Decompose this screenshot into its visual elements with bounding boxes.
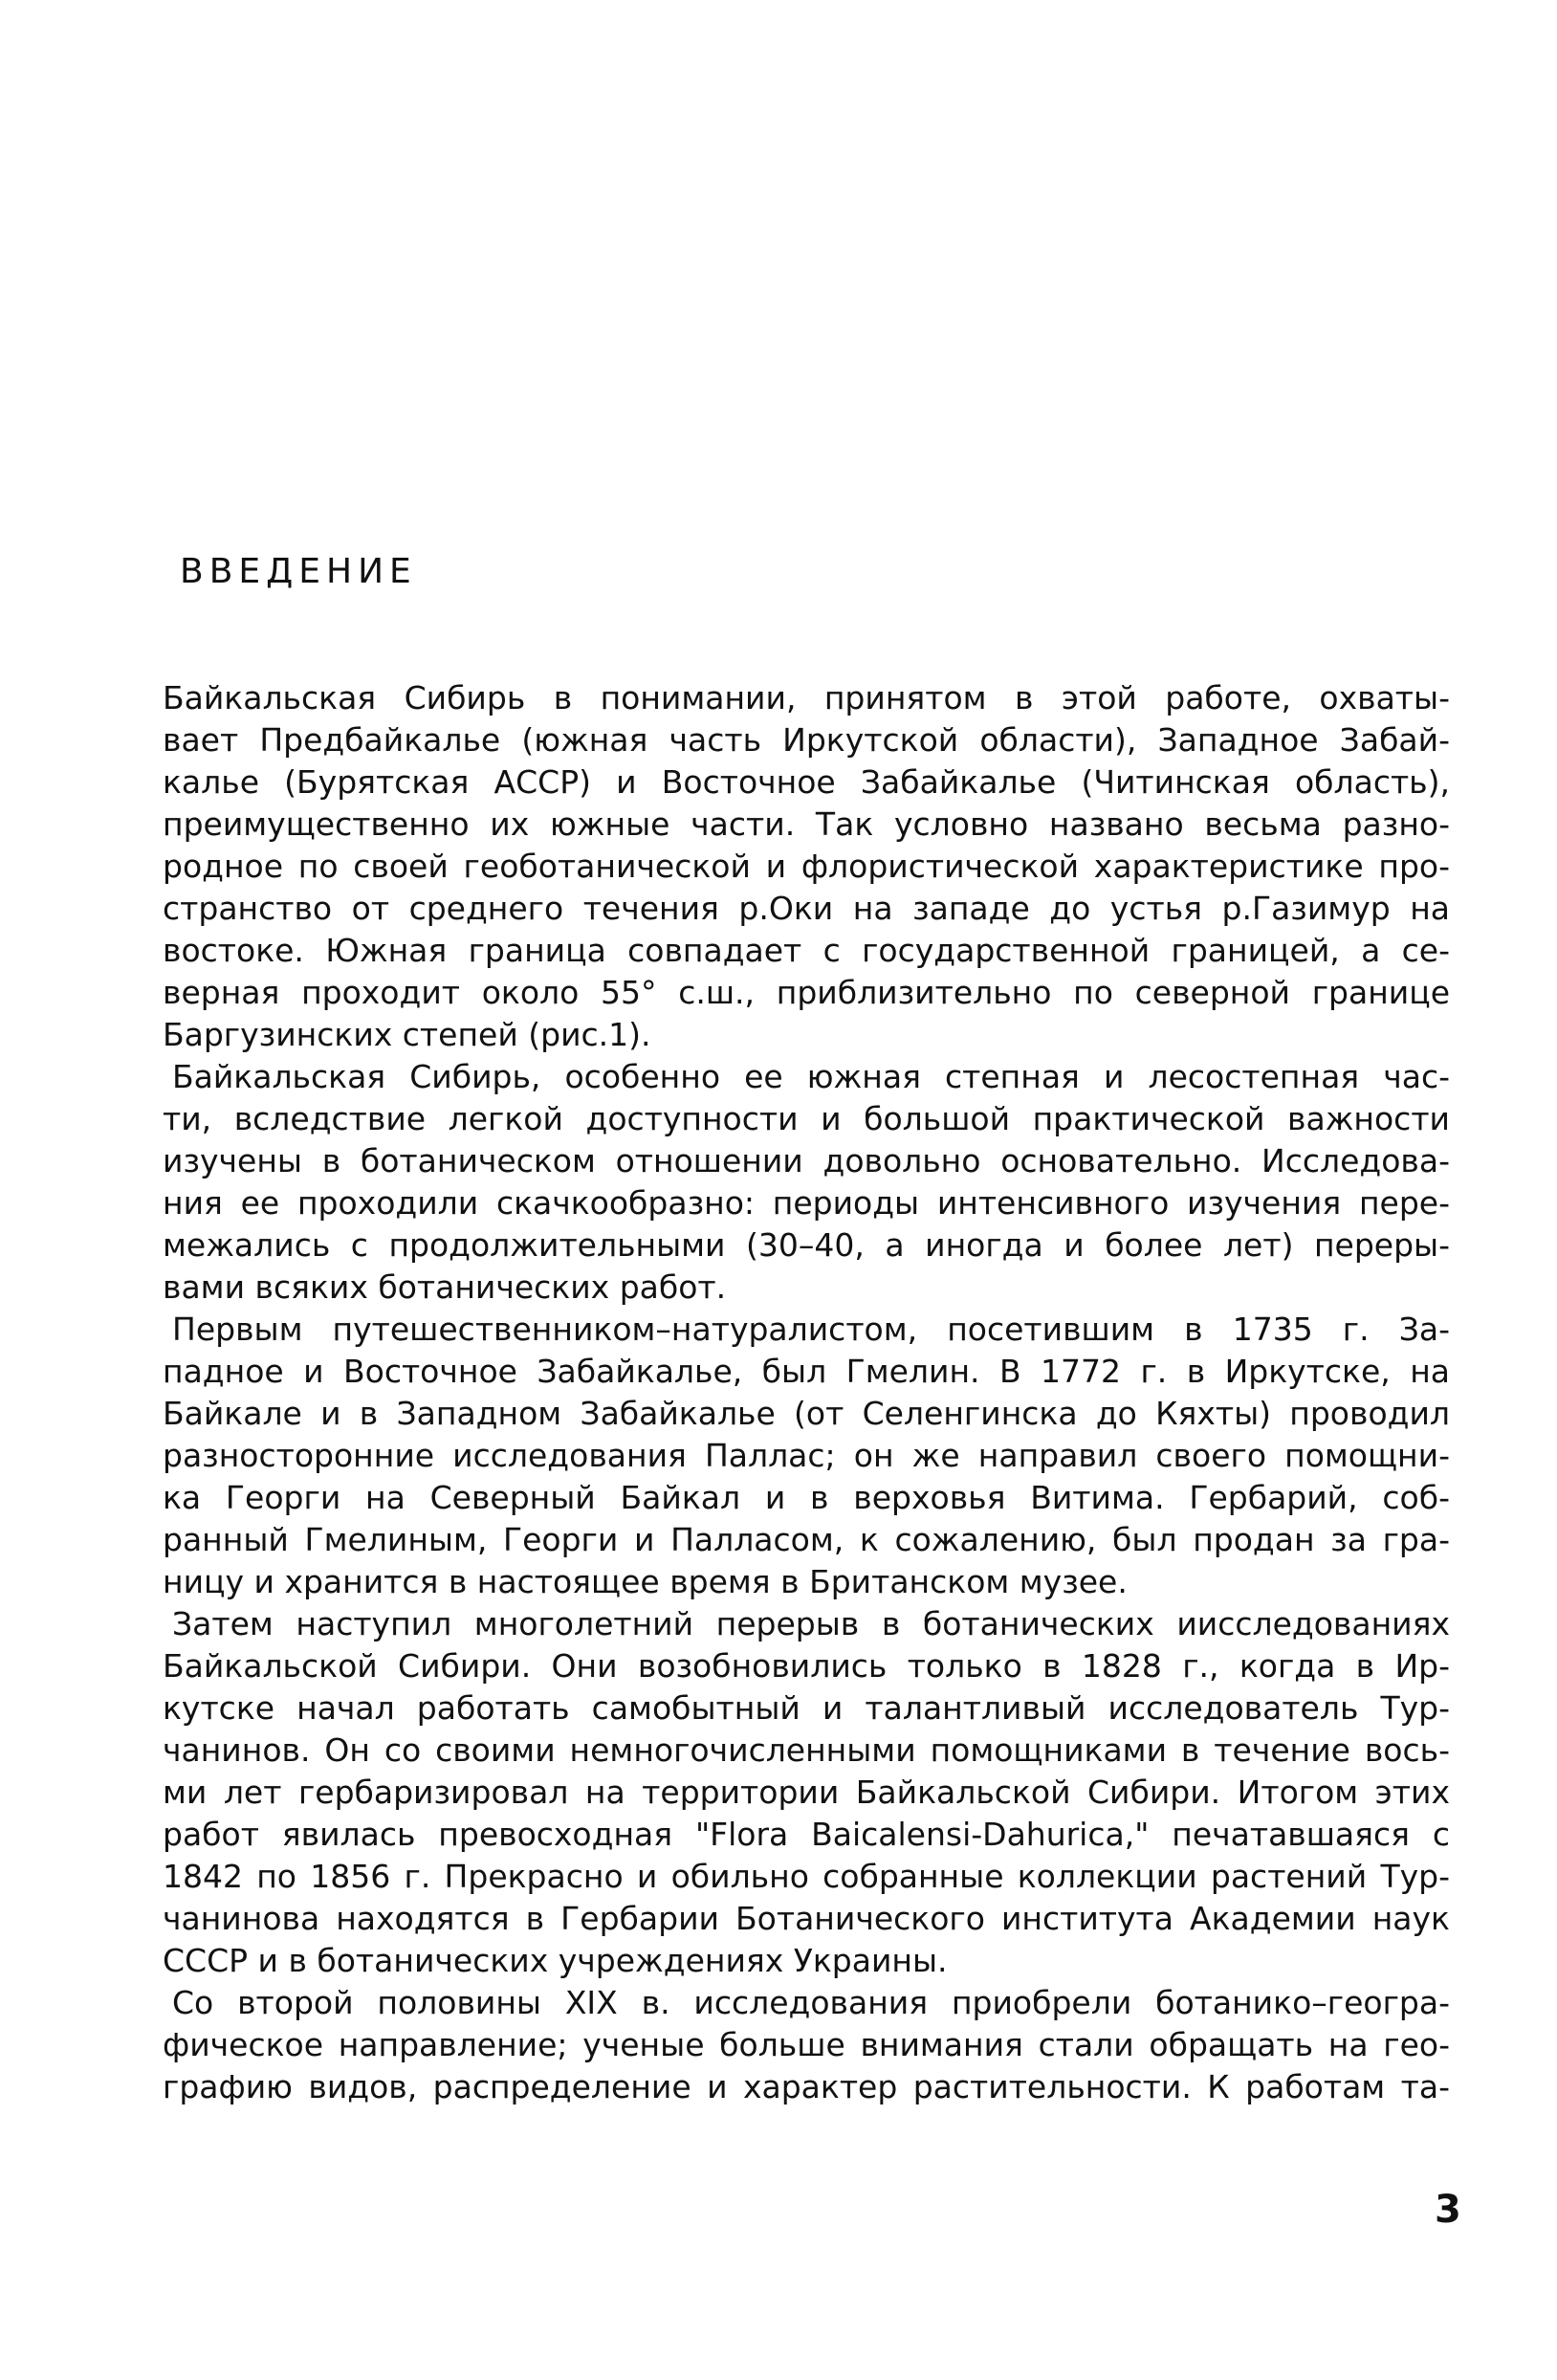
text-line: Затем наступил многолетний перерыв в ботанических иисследованиях [172, 1605, 1450, 1642]
text-line: калье (Бурятская АССР) и Восточное Забайкалье (Читинская область), [163, 763, 1450, 801]
paragraph-2 [163, 1056, 1450, 1309]
text-line: чанинова находятся в Гербарии Ботанического института Академии наук [163, 1900, 1450, 1937]
page-number: 3 [1435, 2188, 1461, 2232]
text-line: чанинов. Он со своими немногочисленными помощниками в течение вось- [163, 1731, 1450, 1769]
text-line: кутске начал работать самобытный и талантливый исследователь Тур- [163, 1689, 1450, 1727]
text-line: СССР и в ботанических учреждениях Украины. [163, 1942, 948, 1979]
text-line: ка Георги на Северный Байкал и в верховья Витима. Гербарий, соб- [163, 1479, 1450, 1516]
text-line: разносторонние исследования Паллас; он же направил своего помощни- [163, 1437, 1450, 1474]
text-line: вает Предбайкалье (южная часть Иркутской области), Западное Забай- [163, 721, 1450, 759]
paragraph-3 [163, 1309, 1450, 1603]
text-line: Баргузинских степей (рис.1). [163, 1016, 651, 1053]
text-line: Первым путешественником–натуралистом, посетившим в 1735 г. За- [172, 1311, 1450, 1348]
text-line: ранный Гмелиным, Георги и Палласом, к сожалению, был продан за гра- [163, 1521, 1450, 1558]
text-line: ти, вследствие легкой доступности и большой практической важности [163, 1100, 1450, 1137]
text-line: фическое направление; ученые больше внимания стали обращать на гео- [163, 2026, 1450, 2063]
text-line: падное и Восточное Забайкалье, был Гмелин. В 1772 г. в Иркутске, на [163, 1353, 1450, 1390]
text-line: преимущественно их южные части. Так условно названо весьма разно- [163, 805, 1450, 843]
text-line: востоке. Южная граница совпадает с государственной границей, а се- [163, 932, 1450, 969]
paragraph-4 [163, 1603, 1450, 1982]
text-line: графию видов, распределение и характер растительности. К работам та- [163, 2068, 1450, 2105]
text-line: изучены в ботаническом отношении довольно основательно. Исследова- [163, 1142, 1450, 1179]
body-text [163, 677, 1450, 2108]
text-line: работ явилась превосходная "Flora Baicalensi-Dahurica," печатавшаяся с [163, 1816, 1450, 1853]
text-line: верная проходит около 55° с.ш., приблизительно по северной границе [163, 974, 1450, 1011]
text-line: родное по своей геоботанической и флористической характеристике про- [163, 848, 1450, 885]
text-line: Со второй половины XIX в. исследования приобрели ботанико–геогра- [172, 1984, 1450, 2021]
text-line: странство от среднего течения р.Оки на западе до устья р.Газимур на [163, 890, 1450, 927]
text-line: Байкальская Сибирь, особенно ее южная степная и лесостепная час- [172, 1058, 1450, 1095]
section-heading: ВВЕДЕНИЕ [180, 552, 417, 591]
text-line: 1842 по 1856 г. Прекрасно и обильно собранные коллекции растений Тур- [163, 1858, 1450, 1895]
text-line: Байкале и в Западном Забайкалье (от Селенгинска до Кяхты) проводил [163, 1395, 1450, 1432]
text-line: ницу и хранится в настоящее время в Британском музее. [163, 1563, 1128, 1600]
text-line: ния ее проходили скачкообразно: периоды интенсивного изучения пере- [163, 1184, 1450, 1222]
text-line: межались с продолжительными (30–40, а иногда и более лет) переры- [163, 1226, 1450, 1264]
text-line: Байкальская Сибирь в понимании, принятом в этой работе, охваты- [163, 679, 1450, 716]
text-line: ми лет гербаризировал на территории Байкальской Сибири. Итогом этих [163, 1774, 1450, 1811]
paragraph-1 [163, 677, 1450, 1056]
paragraph-5 [163, 1982, 1450, 2108]
text-line: вами всяких ботанических работ. [163, 1268, 727, 1306]
text-line: Байкальской Сибири. Они возобновились только в 1828 г., когда в Ир- [163, 1647, 1450, 1685]
